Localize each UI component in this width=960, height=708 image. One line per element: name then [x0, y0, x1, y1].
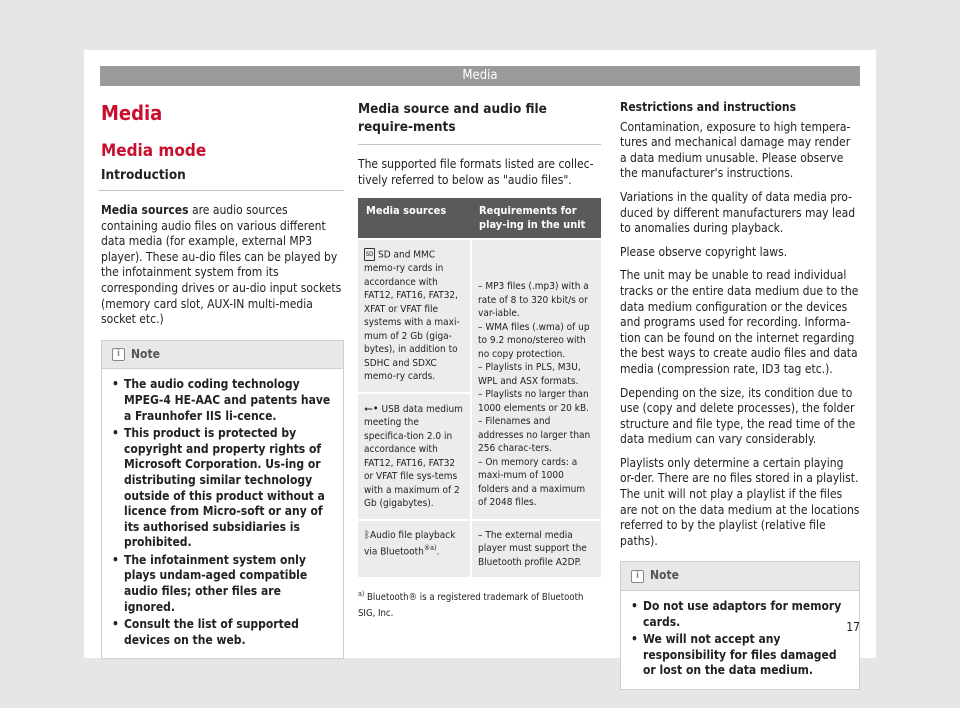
paragraph: Playlists only determine a certain playing or-der. There are no files stored in a playlist. The unit will not play a playlist if the files are not on the data medium at the locations referred to by the playlist (relative file paths).: [620, 455, 860, 548]
column-1: [101, 100, 344, 659]
table-header: Media sources: [358, 198, 471, 239]
paragraph: Depending on the size, its condition due to use (copy and delete processes), the folder structure and file type, the read time of the data medium can vary considerably.: [620, 385, 856, 447]
note-box: [101, 340, 344, 660]
info-icon: i: [112, 348, 125, 361]
note-box: [620, 561, 860, 690]
column-2: [358, 100, 601, 622]
footnote: $^{a)}$ Bluetooth® is a registered trademark of Bluetooth SIG, Inc.: [358, 590, 584, 619]
subsection-title: Introduction: [101, 166, 344, 191]
page-number: 17: [846, 620, 860, 634]
paragraph: Contamination, exposure to high tempera-tures and mechanical damage may render a data medium unusable. Please observe the manufacturer's instructions.: [620, 119, 851, 181]
requirements-intro: The supported file formats listed are collec-tively referred to below as "audio files".: [358, 157, 594, 187]
sd-card-icon: SD: [364, 248, 375, 261]
note-item: • Do not use adaptors for memory cards.: [631, 599, 849, 630]
note-header: i Note: [621, 562, 859, 591]
usb-icon: ⭠•: [364, 401, 379, 415]
media-requirements-title: Media source and audio file require-ments: [358, 100, 601, 145]
note-item: • The audio coding technology MPEG-4 HE-AAC and patents have a Fraunhofer IIS li-cence.: [112, 377, 333, 424]
note-item: • Consult the list of supported devices on the web.: [112, 617, 333, 648]
restrictions-title: Restrictions and instructions: [620, 100, 797, 114]
table-cell-usb: ⭠• USB data medium meeting the specifica-tion 2.0 in accordance with FAT12, FAT16, FAT32 or VFAT file sys-tems with a maximum of 2 Gb (gigabytes).: [358, 393, 471, 520]
section-title: Media mode: [101, 141, 207, 161]
intro-paragraph: Media sources are audio sources containing audio files on various different data media (for example, external MP3 player). These au-dio files can be played by the infotainment system from its corresponding drives or au-dio input sockets (memory card slot, AUX-IN multi-media socket etc.): [101, 203, 342, 327]
note-item: • We will not accept any responsibility for files damaged or lost on the data medium.: [631, 632, 849, 679]
note-item: • This product is protected by copyright and property rights of Microsoft Corporation. Us-ing or distributing similar technology outside of this product without a licence from Micro-soft or any of its authorised subsidiaries is prohibited.: [112, 426, 333, 551]
header-bar: Media: [100, 66, 860, 86]
note-item: • The infotainment system only plays undam-aged compatible audio files; other files are ignored.: [112, 553, 333, 615]
table-cell-bt-req: – The external media player must support the Bluetooth profile A2DP.: [471, 520, 601, 578]
requirements-table: [358, 198, 601, 577]
table-cell-requirements: – MP3 files (.mp3) with a rate of 8 to 320 kbit/s or var-iable. – WMA files (.wma) of up to 9.2 mono/stereo with no copy protection. – Playlists in PLS, M3U, WPL and ASX formats. – Playlists no larger than 1000 elements or 20 kB. – Filenames and addresses no larger than 256 charac-ters. – On memory cards: a maxi-mum of 1000 folders and a maximum of 2048 files.: [471, 239, 601, 520]
table-cell-sd: SD SD and MMC memo-ry cards in accordance with FAT12, FAT16, FAT32, XFAT or VFAT file systems with a maxi-mum of 2 Gb (giga-bytes), in addition to SDHC and SDXC memo-ry cards.: [358, 239, 471, 393]
bluetooth-icon: ᛒ: [364, 529, 370, 541]
info-icon: i: [631, 570, 644, 583]
column-3: [620, 100, 860, 690]
paragraph: The unit may be unable to read individual tracks or the entire data medium due to the data medium configuration or the devices and programs used for recording. Informa-tion can be found on the internet regarding the best ways to create audio files and data media (compression rate, ID3 tag etc.).: [620, 268, 859, 376]
note-header: i Note: [102, 341, 343, 370]
paragraph: Variations in the quality of data media pro-duced by different manufacturers may lead to anomalies during playback.: [620, 189, 856, 236]
table-cell-bluetooth: ᛒAudio file playback via Bluetooth$^{®a)}$.: [358, 520, 471, 578]
paragraph: Please observe copyright laws.: [620, 244, 788, 259]
table-header: Requirements for play-ing in the unit: [471, 198, 601, 239]
chapter-title: Media: [101, 101, 163, 125]
